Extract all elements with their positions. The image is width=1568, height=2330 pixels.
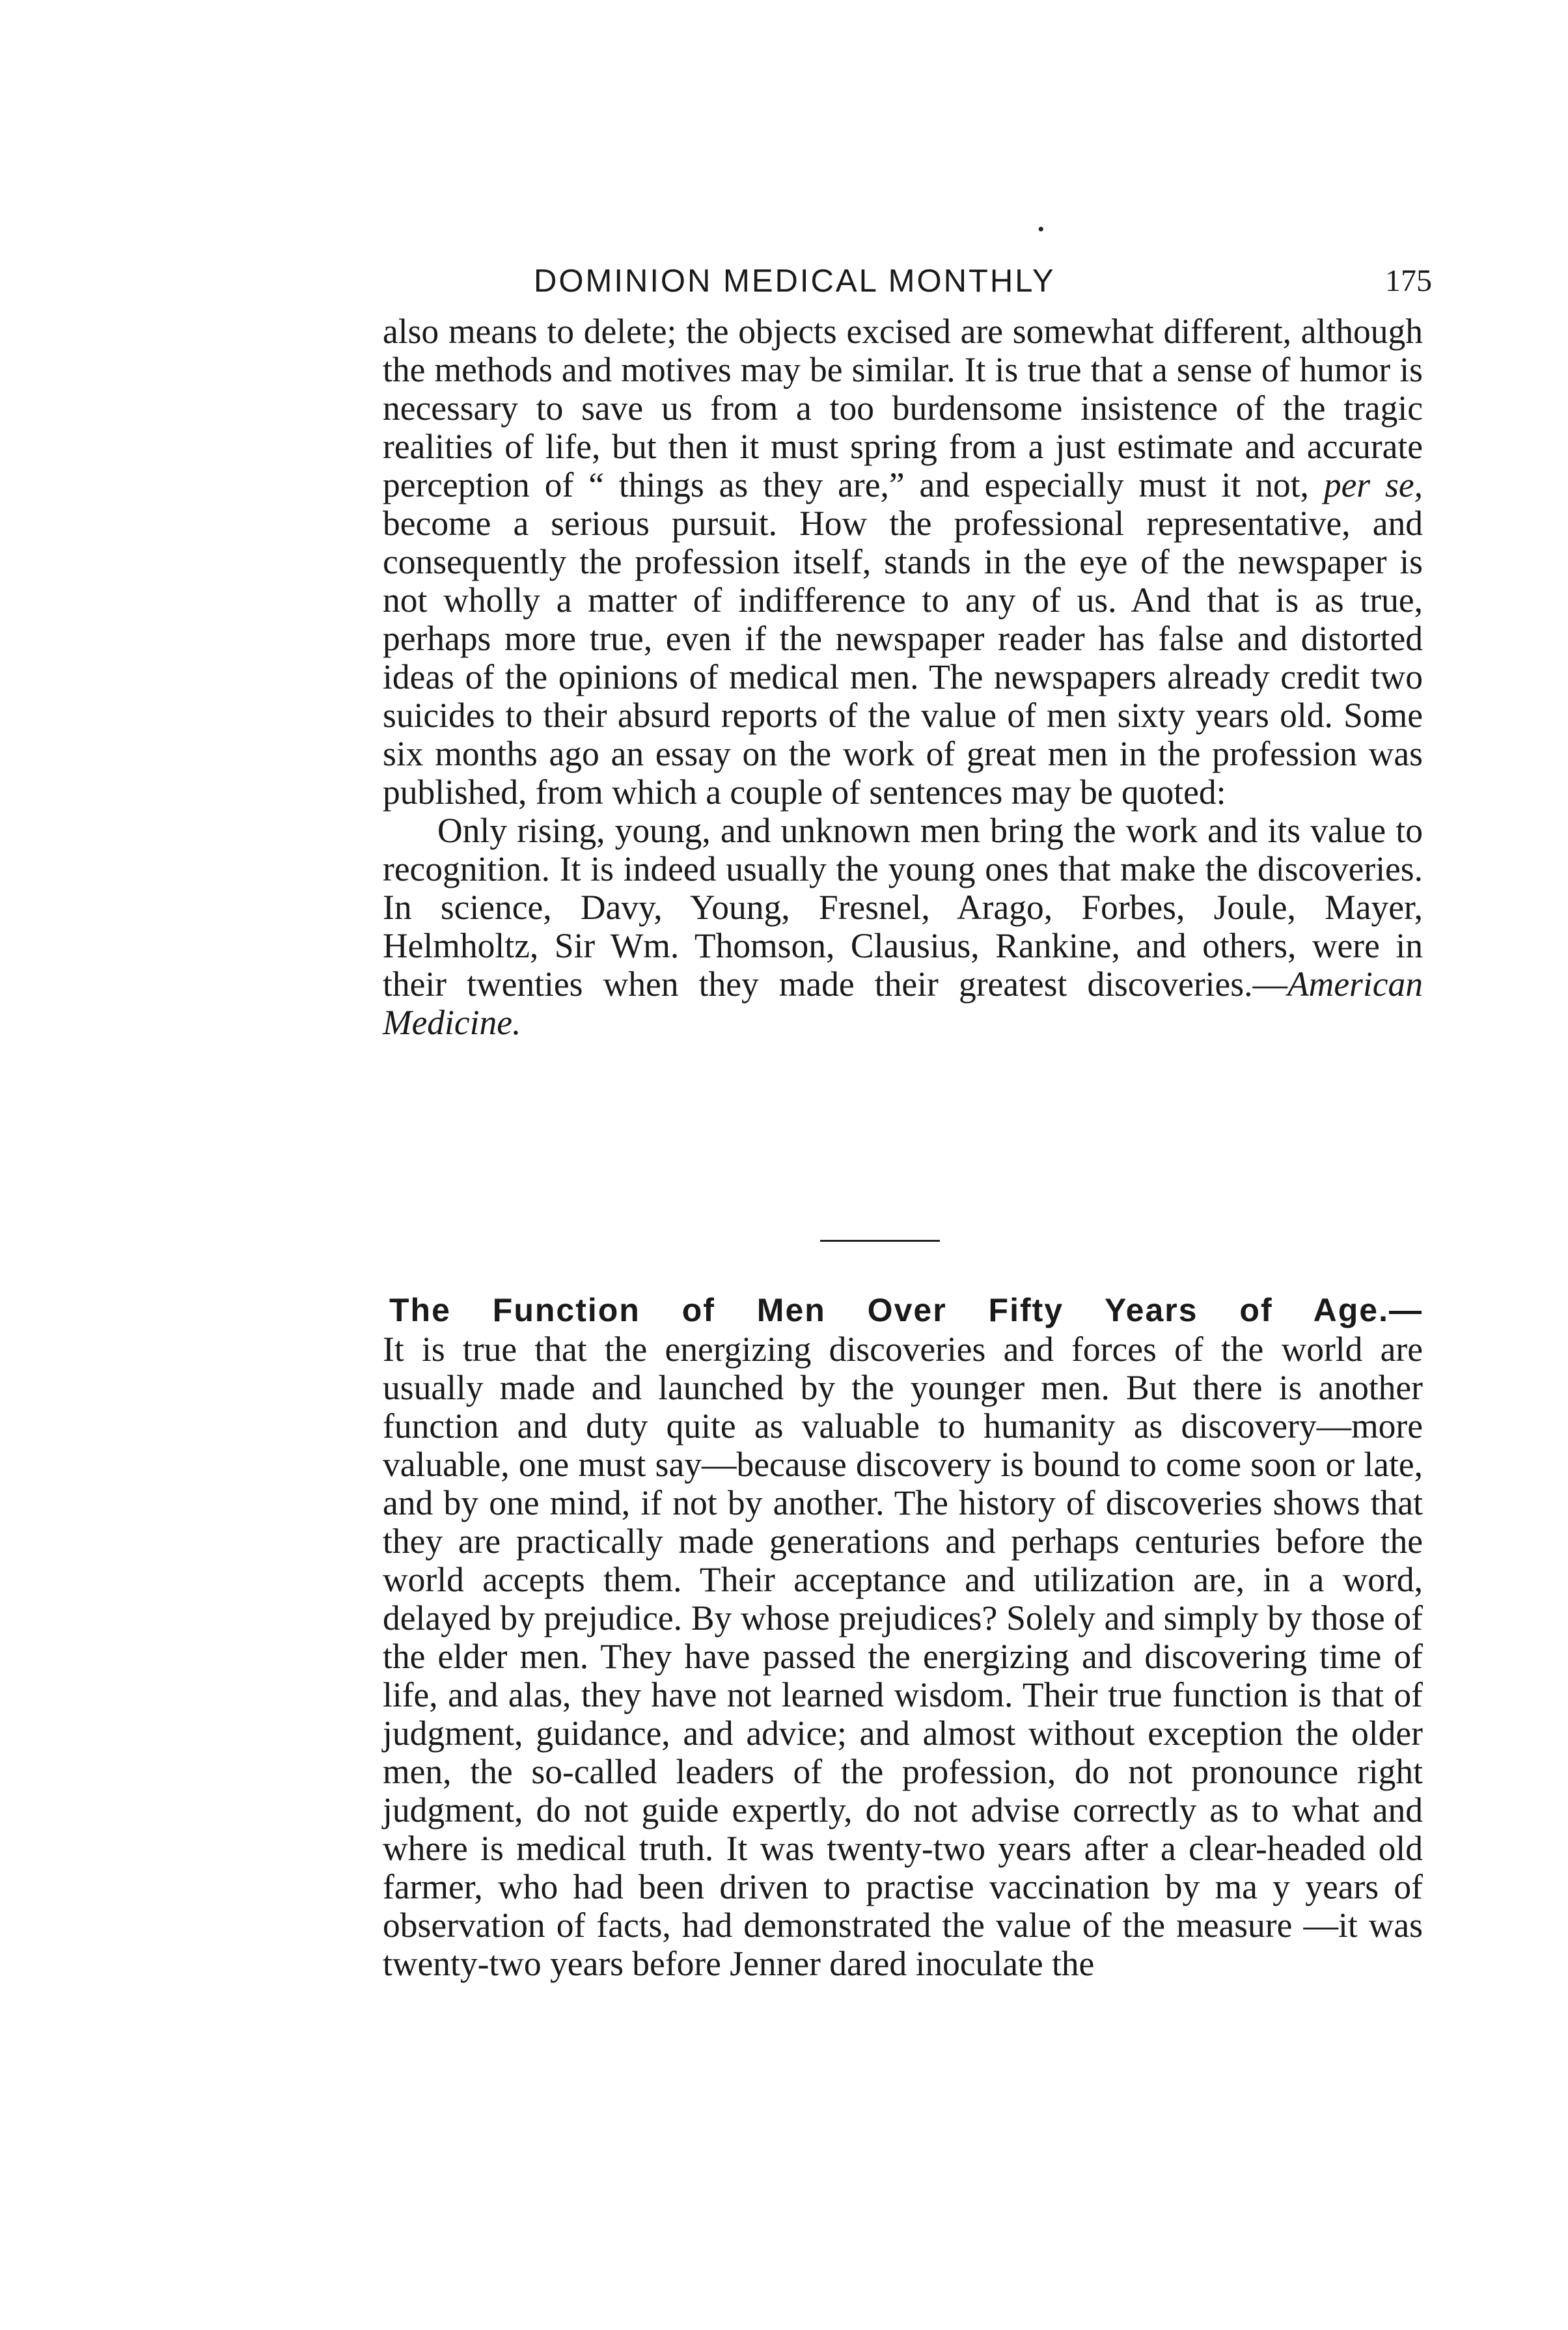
continued-paragraph: [383, 312, 1423, 812]
article-heading: The Function of Men Over Fifty Years of Age.—: [389, 1292, 1423, 1328]
page-number: 175: [1385, 264, 1432, 298]
running-head: [378, 263, 1432, 310]
paragraph-text-continued: become a serious pursuit. How the professional representative, and consequently the profession itself, stands in the eye of the newspaper is not wholly a matter of indifference to any of us. And that is as true, perhaps more true, even if the newspaper reader has false and distorted ideas of the opinions of medical men. The newspapers already credit two suicides to their absurd reports of the value of men sixty years old. Some six months ago an essay on the work of great men in the profession was published, from which a couple of sentences may be quoted:: [383, 504, 1423, 812]
journal-title: DOMINION MEDICAL MONTHLY: [534, 264, 1056, 299]
quoted-passage: [383, 812, 1423, 1042]
paragraph-text: also means to delete; the objects excised are somewhat different, although the methods and motives may be similar. It is true that a sense of humor is necessary to save us from a too burdensome insistence of the tragic realities of life, but then it must spring from a just estimate and accurate perception of “ things as they are,” and especially must it not,: [383, 312, 1423, 504]
continued-article: [383, 312, 1423, 1042]
new-article: [383, 1291, 1423, 1983]
print-mark: •: [1038, 219, 1045, 240]
italic-phrase: per se,: [1323, 465, 1423, 504]
quote-text: Only rising, young, and unknown men bring the work and its value to recognition. It is indeed usually the young ones that make the discoveries. In science, Davy, Young, Fresnel, Arago, Forbes, Joule, Mayer, Helmholtz, Sir Wm. Thomson, Clausius, Rankine, and others, were in their twenties when they made their greatest discoveries.—: [383, 811, 1423, 1004]
quote-source: American Medicine.: [383, 965, 1423, 1042]
section-divider: [820, 1240, 940, 1242]
article-body: It is true that the energizing discoveries and forces of the world are usually made and launched by the younger men. But there is another function and duty quite as valuable to humanity as discovery—more valuable, one must say—because discovery is bound to come soon or late, and by one mind, if not by another. The history of discoveries shows that they are practically made generations and perhaps centuries before the world accepts them. Their acceptance and utilization are, in a word, delayed by prejudice. By whose prejudices? Solely and simply by those of the elder men. They have passed the energizing and discovering time of life, and alas, they have not learned wisdom. Their true function is that of judgment, guidance, and advice; and almost without exception the older men, the so-called leaders of the profession, do not pronounce right judgment, do not guide expertly, do not advise correctly as to what and where is medical truth. It was twenty-two years after a clear-headed old farmer, who had been driven to practise vaccination by ma y years of observation of facts, had demonstrated the value of the measure —it was twenty-two years before Jenner dared inoculate the: [383, 1330, 1423, 1983]
